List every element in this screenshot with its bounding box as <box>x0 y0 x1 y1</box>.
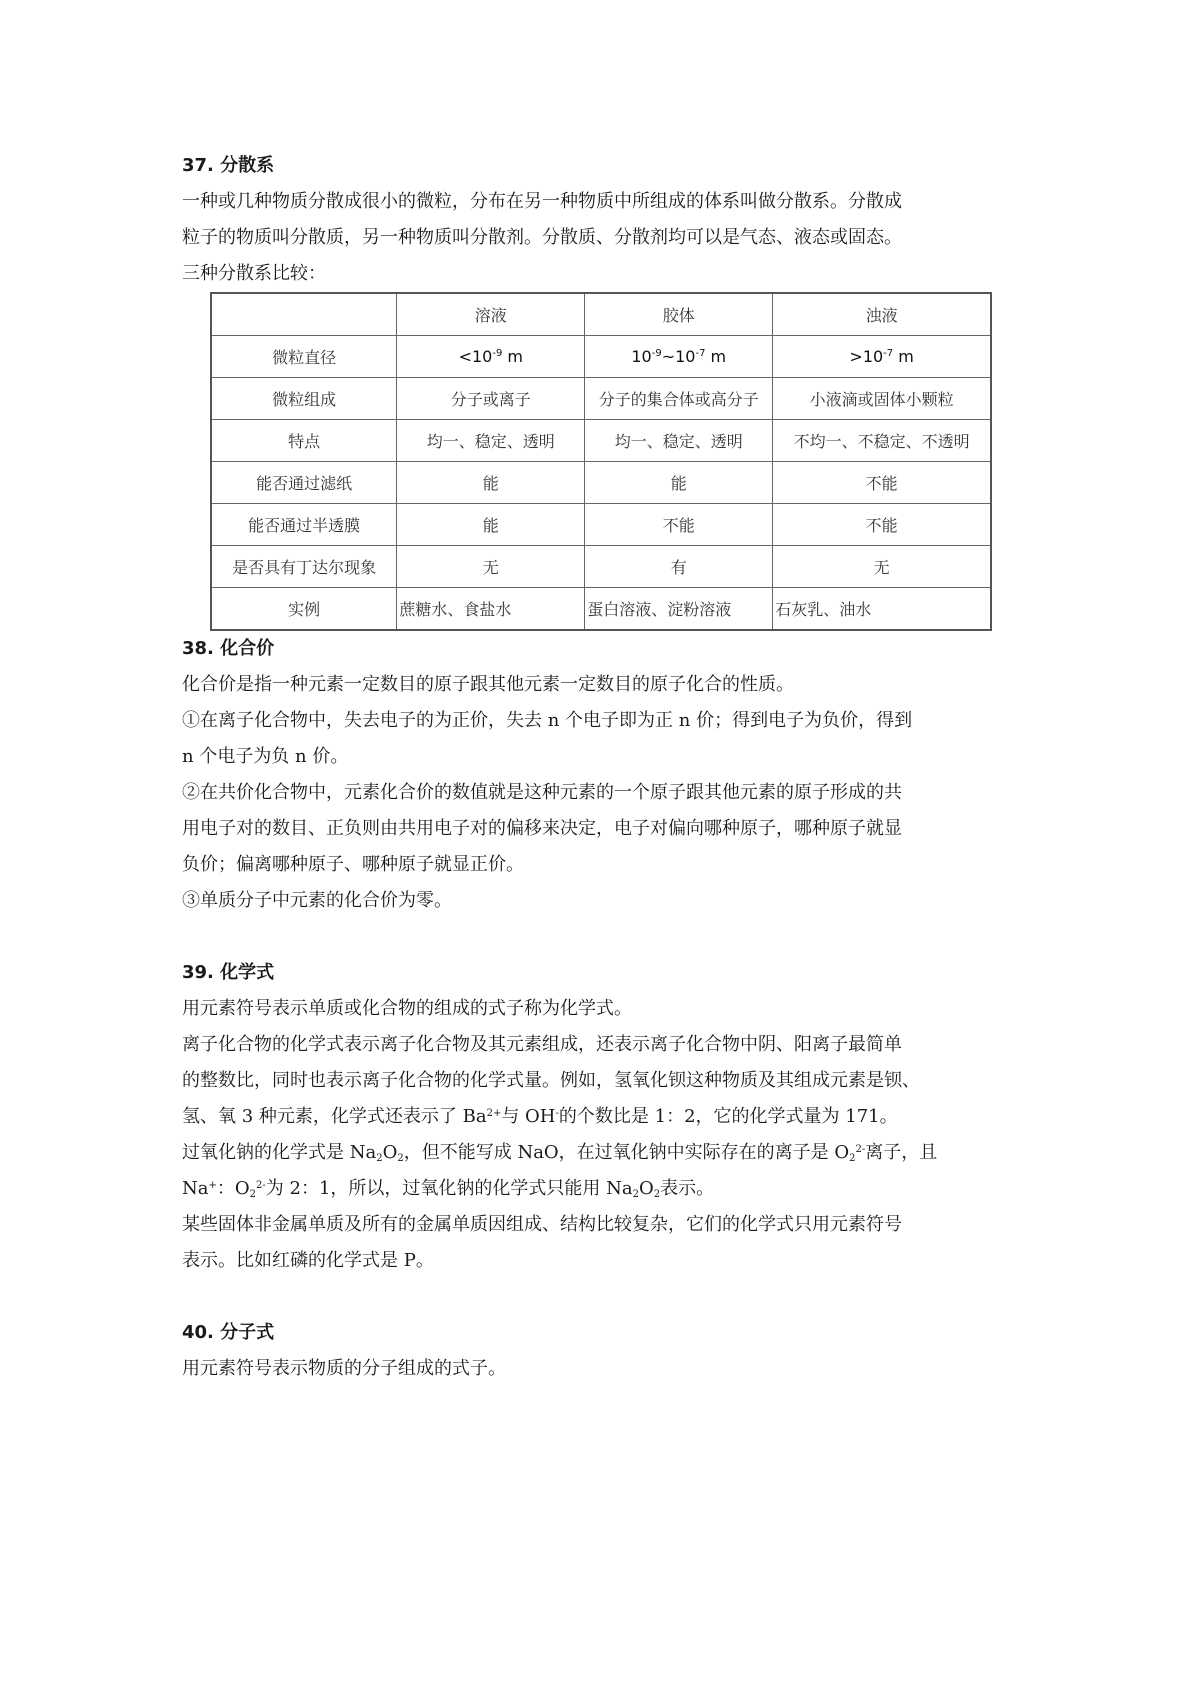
table-cell: 蔗糖水、食盐水 <box>397 588 585 631</box>
table-cell <box>211 293 397 336</box>
table-row <box>211 504 991 546</box>
superscript: -7 <box>883 348 894 359</box>
paragraph-line: ②在共价化合物中，元素化合价的数值就是这种元素的一个原子跟其他元素的原子形成的共 <box>182 782 902 803</box>
table-cell: 能 <box>397 504 585 546</box>
table-row <box>211 588 991 631</box>
text-run: 氢、氧 3 种元素，化学式还表示了 Ba <box>182 1106 487 1127</box>
superscript: - <box>555 1108 559 1119</box>
table-cell: 均一、稳定、透明 <box>585 420 773 462</box>
subscript: 2 <box>632 1189 639 1200</box>
table-row <box>211 378 991 420</box>
table-header-cell: 浊液 <box>773 293 991 336</box>
superscript: 2- <box>256 1180 266 1191</box>
table-cell: 能否通过半透膜 <box>211 504 397 546</box>
table-cell: 无 <box>397 546 585 588</box>
text-run: >10 <box>849 347 884 366</box>
table-cell: 不能 <box>773 462 991 504</box>
paragraph-line: 用电子对的数目、正负则由共用电子对的偏移来决定，电子对偏向哪种原子，哪种原子就显 <box>182 818 902 839</box>
text-run: Na <box>182 1178 209 1199</box>
table-header-cell: 溶液 <box>397 293 585 336</box>
text-run: O <box>382 1142 398 1163</box>
superscript: + <box>208 1180 217 1191</box>
section-37-title: 37. 分散系 <box>182 155 275 176</box>
table-cell <box>585 336 773 378</box>
table-cell: 能 <box>585 462 773 504</box>
table-row <box>211 336 991 378</box>
text-run: ：O <box>216 1178 250 1199</box>
table-header-cell: 胶体 <box>585 293 773 336</box>
text-run: O <box>638 1178 654 1199</box>
subscript: 2 <box>849 1153 856 1164</box>
table-cell: 无 <box>773 546 991 588</box>
superscript: -9 <box>492 348 503 359</box>
text-run: m <box>502 347 523 366</box>
table-cell: 能否通过滤纸 <box>211 462 397 504</box>
paragraph-line: 离子化合物的化学式表示离子化合物及其元素组成，还表示离子化合物中阴、阳离子最简单 <box>182 1034 902 1055</box>
paragraph-line: 用元素符号表示物质的分子组成的式子。 <box>182 1358 506 1379</box>
table-row <box>211 420 991 462</box>
paragraph-line: n 个电子为负 n 价。 <box>182 746 349 767</box>
spacer <box>182 919 1032 955</box>
text-run: 离子，且 <box>865 1142 938 1163</box>
table-cell: 实例 <box>211 588 397 631</box>
table-cell: 分子的集合体或高分子 <box>585 378 773 420</box>
paragraph-line: ③单质分子中元素的化合价为零。 <box>182 890 452 911</box>
table-header-row <box>211 293 991 336</box>
text-run: m <box>705 347 727 366</box>
table-cell: 蛋白溶液、淀粉溶液 <box>585 588 773 631</box>
dispersion-comparison-table <box>210 292 992 631</box>
paragraph-line <box>182 1099 1032 1135</box>
superscript: 2+ <box>486 1108 502 1119</box>
paragraph-line: 一种或几种物质分散成很小的微粒，分布在另一种物质中所组成的体系叫做分散系。分散成 <box>182 191 902 212</box>
table-cell: 小液滴或固体小颗粒 <box>773 378 991 420</box>
text-run: 为 2：1，所以，过氧化钠的化学式只能用 Na <box>265 1178 633 1199</box>
subscript: 2 <box>249 1189 257 1200</box>
subscript: 2 <box>376 1153 383 1164</box>
text-run: 10 <box>631 347 652 366</box>
superscript: 2- <box>855 1144 866 1155</box>
table-cell: 能 <box>397 462 585 504</box>
text-run: 的个数比是 1：2，它的化学式量为 171。 <box>558 1106 898 1127</box>
text-run: ，但不能写成 NaO，在过氧化钠中实际存在的离子是 O <box>403 1142 850 1163</box>
table-cell: 石灰乳、油水 <box>773 588 991 631</box>
paragraph-line <box>182 1135 1032 1171</box>
text-run: 过氧化钠的化学式是 Na <box>182 1142 377 1163</box>
section-39-title: 39. 化学式 <box>182 962 275 983</box>
text-run: m <box>893 347 914 366</box>
text-run: 与 OH <box>501 1106 556 1127</box>
paragraph-line: 的整数比，同时也表示离子化合物的化学式量。例如，氢氧化钡这种物质及其组成元素是钡、 <box>182 1070 920 1091</box>
paragraph-line: ①在离子化合物中，失去电子的为正价，失去 n 个电子即为正 n 价；得到电子为负价，得到 <box>182 710 913 731</box>
superscript: -9 <box>651 348 662 359</box>
subscript: 2 <box>397 1153 404 1164</box>
table-row <box>211 462 991 504</box>
spacer <box>182 1279 1032 1315</box>
superscript: -7 <box>695 348 706 359</box>
table-cell <box>397 336 585 378</box>
paragraph-line <box>182 1171 1032 1207</box>
table-cell: 不均一、不稳定、不透明 <box>773 420 991 462</box>
paragraph-line: 化合价是指一种元素一定数目的原子跟其他元素一定数目的原子化合的性质。 <box>182 674 794 695</box>
table-cell: 均一、稳定、透明 <box>397 420 585 462</box>
section-40-title: 40. 分子式 <box>182 1322 275 1343</box>
table-cell: 微粒直径 <box>211 336 397 378</box>
table-row <box>211 546 991 588</box>
section-38-title: 38. 化合价 <box>182 638 275 659</box>
table-cell: 是否具有丁达尔现象 <box>211 546 397 588</box>
paragraph-line: 三种分散系比较： <box>182 263 326 284</box>
paragraph-line: 负价；偏离哪种原子、哪种原子就显正价。 <box>182 854 524 875</box>
table-cell: 不能 <box>773 504 991 546</box>
paragraph-line: 粒子的物质叫分散质，另一种物质叫分散剂。分散质、分散剂均可以是气态、液态或固态。 <box>182 227 902 248</box>
subscript: 2 <box>653 1189 661 1200</box>
paragraph-line: 某些固体非金属单质及所有的金属单质因组成、结构比较复杂，它们的化学式只用元素符号 <box>182 1214 902 1235</box>
table-cell: 特点 <box>211 420 397 462</box>
document-page <box>182 148 1032 1387</box>
text-run: <10 <box>458 347 493 366</box>
table-cell: 微粒组成 <box>211 378 397 420</box>
paragraph-line: 表示。比如红磷的化学式是 P。 <box>182 1250 434 1271</box>
text-run: 表示。 <box>660 1178 715 1199</box>
table-cell <box>773 336 991 378</box>
table-cell: 有 <box>585 546 773 588</box>
table-cell: 不能 <box>585 504 773 546</box>
text-run: ~10 <box>661 347 696 366</box>
table-cell: 分子或离子 <box>397 378 585 420</box>
paragraph-line: 用元素符号表示单质或化合物的组成的式子称为化学式。 <box>182 998 632 1019</box>
